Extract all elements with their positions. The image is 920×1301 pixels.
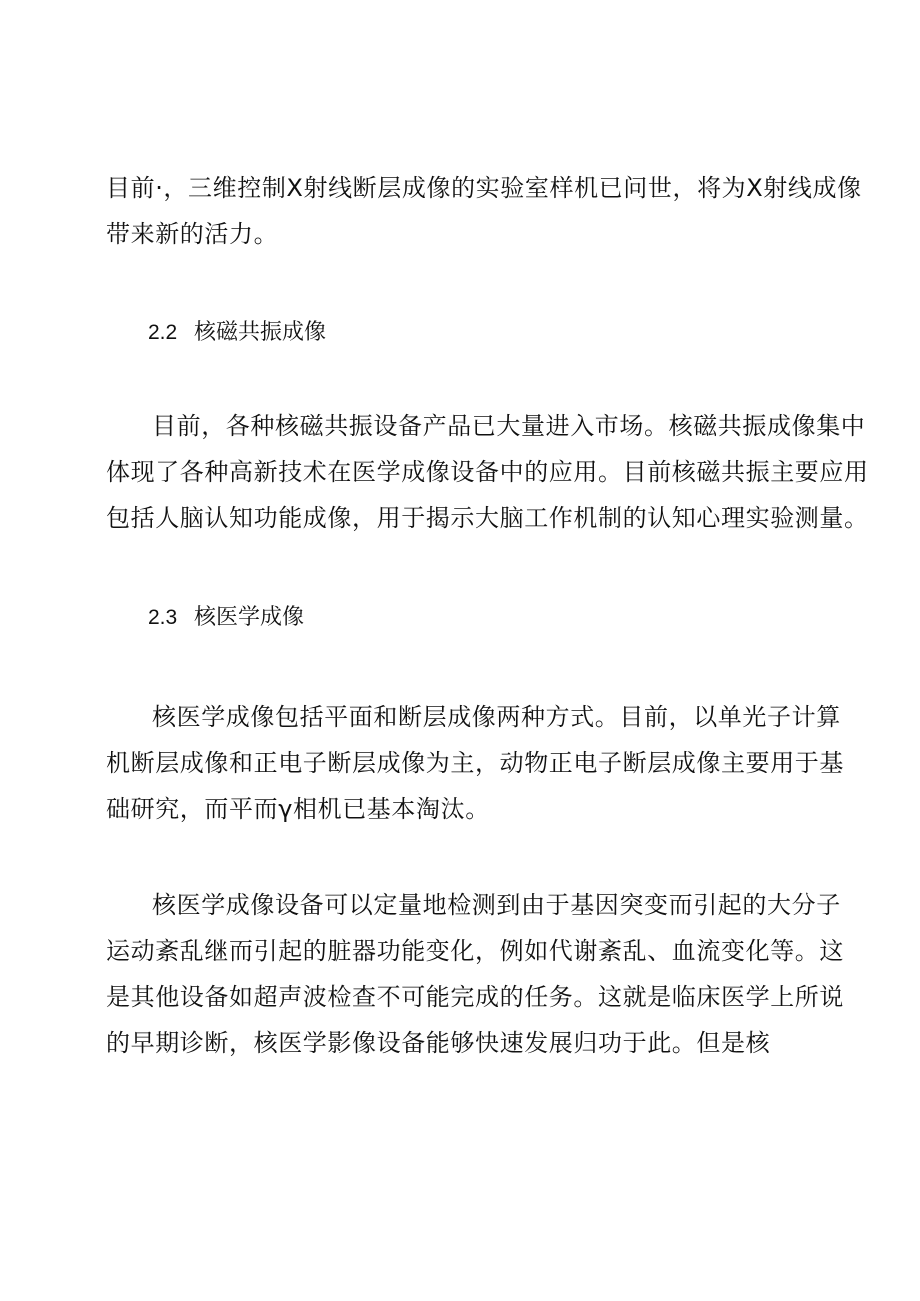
text-line: 运动紊乱继而引起的脏器功能变化，例如代谢紊乱、血流变化等。这: [106, 937, 844, 965]
section-number: 2.2: [148, 321, 178, 344]
section-title: 核磁共振成像: [194, 320, 327, 345]
text-line: 核医学成像设备可以定量地检测到由于基因突变而引起的大分子: [152, 891, 841, 919]
paragraph-xray-3d: [106, 165, 862, 257]
text-line: 机断层成像和正电子断层成像为主，动物正电子断层成像主要用于基: [106, 749, 844, 777]
text-line: 是其他设备如超声波检查不可能完成的任务。这就是临床医学上所说: [106, 983, 844, 1011]
text-line: 体现了各种高新技术在医学成像设备中的应用。目前核磁共振主要应用: [106, 458, 869, 486]
text-line: 的早期诊断，核医学影像设备能够快速发展归功于此。但是核: [106, 1029, 771, 1057]
paragraph-mri: [106, 403, 869, 541]
text-line: 础研究，而平而γ相机已基本淘汰。: [106, 795, 490, 823]
text-line: 目前·，三维控制X射线断层成像的实验室样机已问世，将为X射线成像: [106, 174, 862, 202]
text-line: 核医学成像包括平面和断层成像两种方式。目前，以单光子计算: [152, 703, 841, 731]
text-line: 带来新的活力。: [106, 220, 279, 248]
paragraph-nuclear-equipment: [106, 882, 844, 1066]
section-number: 2.3: [148, 606, 178, 629]
paragraph-nuclear-imaging: [106, 694, 844, 832]
text-line: 包括人脑认知功能成像，用于揭示大脑工作机制的认知心理实验测量。: [106, 504, 869, 532]
section-title: 核医学成像: [194, 605, 305, 630]
section-heading-2-3: [148, 603, 304, 633]
section-heading-2-2: [148, 318, 326, 348]
text-line: 目前，各种核磁共振设备产品已大量进入市场。核磁共振成像集中: [152, 412, 866, 440]
